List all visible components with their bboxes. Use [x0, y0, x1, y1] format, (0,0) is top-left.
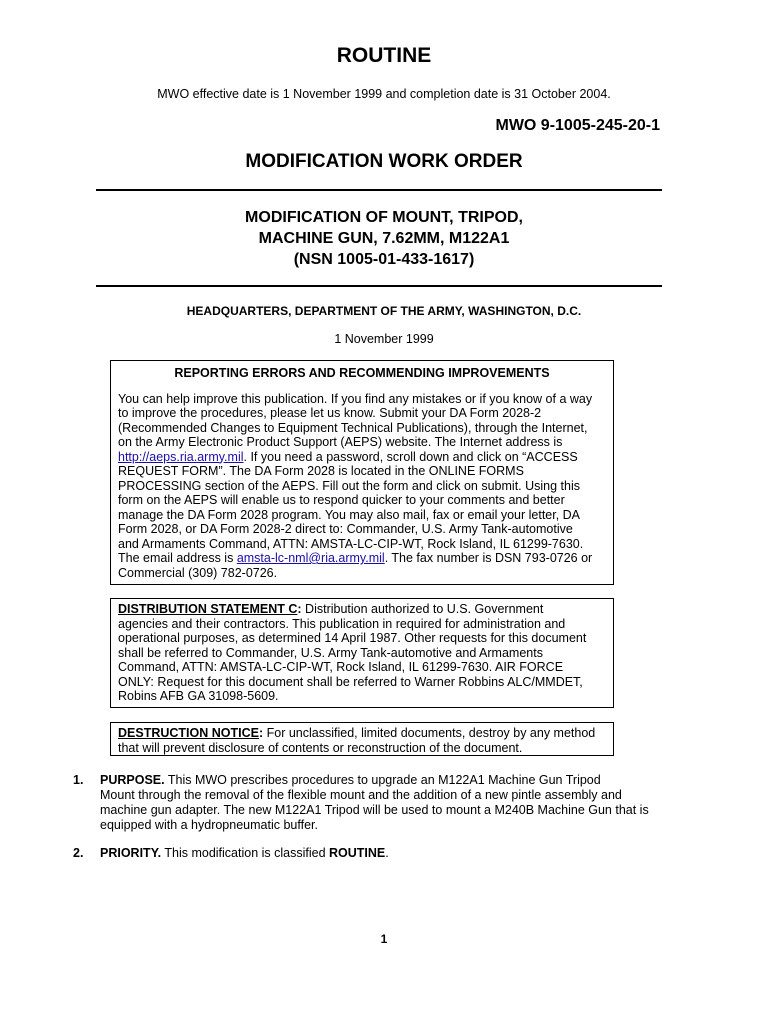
- destruction-text: that will prevent disclosure of contents or reconstruction of the document.: [118, 740, 523, 755]
- title-line-2: MACHINE GUN, 7.62MM, M122A1: [258, 230, 510, 247]
- classification-heading: ROUTINE: [336, 44, 432, 67]
- reporting-text: The email address is amsta-lc-nml@ria.army.mil. The fax number is DSN 793-0726 or: [118, 551, 593, 565]
- distribution-text: shall be referred to Commander, U.S. Army Tank-automotive and Armaments: [118, 645, 543, 660]
- reporting-text: You can help improve this publication. If you find any mistakes or if you know of a way: [118, 391, 593, 406]
- purpose-paragraph: PURPOSE. This MWO prescribes procedures to upgrade an M122A1 Machine Gun Tripod Mount through the removal of the flexible mount and the addition of a new pintle assembly and machine gun adapter. The new M122A1 Tripod will be used to mount a M240B Machine Gun that is equipped with a hydropneumatic buffer.: [100, 773, 649, 832]
- reporting-text: Commercial (309) 782-0726.: [118, 565, 278, 580]
- priority-number: 2.: [73, 846, 84, 860]
- distribution-text: DISTRIBUTION STATEMENT C: Distribution authorized to U.S. Government: [118, 602, 544, 616]
- destruction-label: DESTRUCTION NOTICE: [118, 726, 259, 740]
- headquarters-line: HEADQUARTERS, DEPARTMENT OF THE ARMY, WASHINGTON, D.C.: [186, 304, 582, 318]
- reporting-text: PROCESSING section of the AEPS. Fill out the form and click on submit. Using this: [118, 478, 580, 493]
- document-title: [0, 207, 768, 270]
- destruction-text: DESTRUCTION NOTICE: For unclassified, limited documents, destroy by any method: [118, 726, 596, 740]
- reporting-text: and Armaments Command, ATTN: AMSTA-LC-CIP-WT, Rock Island, IL 61299-7630.: [118, 536, 584, 551]
- reporting-text: Form 2028, or DA Form 2028-2 direct to: Commander, U.S. Army Tank-automotive: [118, 522, 573, 536]
- destruction-notice-box: [110, 722, 614, 756]
- effective-date-note: MWO effective date is 1 November 1999 and completion date is 31 October 2004.: [157, 87, 611, 101]
- title-line-1: MODIFICATION OF MOUNT, TRIPOD,: [245, 209, 523, 226]
- reporting-errors-box: [110, 360, 614, 585]
- priority-paragraph: PRIORITY. This modification is classified ROUTINE.: [100, 846, 389, 860]
- issue-date: 1 November 1999: [334, 332, 434, 346]
- reporting-text: REQUEST FORM”. The DA Form 2028 is located in the ONLINE FORMS: [118, 464, 524, 478]
- reporting-text: (Recommended Changes to Equipment Technical Publications), through the Internet,: [118, 420, 588, 435]
- priority-value: ROUTINE: [329, 846, 386, 860]
- title-line-3: (NSN 1005-01-433-1617): [293, 251, 475, 268]
- distribution-text: ONLY: Request for this document shall be referred to Warner Robbins ALC/MMDET,: [118, 674, 583, 689]
- distribution-text: agencies and their contractors. This publication in required for administration and: [118, 616, 566, 631]
- distribution-text: operational purposes, as determined 14 April 1987. Other requests for this document: [118, 631, 587, 645]
- reporting-text: on the Army Electronic Product Support (AEPS) website. The Internet address is: [118, 435, 563, 449]
- reporting-text: to improve the procedures, please let us know. Submit your DA Form 2028-2: [118, 406, 542, 420]
- distribution-statement-box: [110, 598, 614, 708]
- mwo-number: MWO 9-1005-245-20-1: [495, 117, 660, 134]
- distribution-text: Command, ATTN: AMSTA-LC-CIP-WT, Rock Island, IL 61299-7630. AIR FORCE: [118, 660, 564, 674]
- purpose-label: PURPOSE.: [100, 773, 165, 787]
- email-address-link[interactable]: amsta-lc-nml@ria.army.mil: [236, 551, 385, 565]
- reporting-text: http://aeps.ria.army.mil. If you need a password, scroll down and click on “ACCESS: [118, 449, 578, 464]
- aeps-website-link[interactable]: http://aeps.ria.army.mil: [118, 449, 244, 464]
- document-type: MODIFICATION WORK ORDER: [245, 151, 523, 172]
- distribution-label: DISTRIBUTION STATEMENT C: [118, 602, 298, 616]
- top-divider: [96, 189, 662, 191]
- priority-label: PRIORITY.: [100, 846, 162, 860]
- page-number: 1: [380, 932, 388, 946]
- reporting-text: form on the AEPS will enable us to respond quicker to your comments and better: [118, 493, 565, 507]
- bottom-divider: [96, 285, 662, 287]
- reporting-text: manage the DA Form 2028 program. You may also mail, fax or email your letter, DA: [118, 507, 581, 522]
- reporting-heading: REPORTING ERRORS AND RECOMMENDING IMPROVEMENTS: [174, 366, 550, 380]
- distribution-text: Robins AFB GA 31098-5609.: [118, 689, 279, 703]
- purpose-number: 1.: [73, 773, 84, 787]
